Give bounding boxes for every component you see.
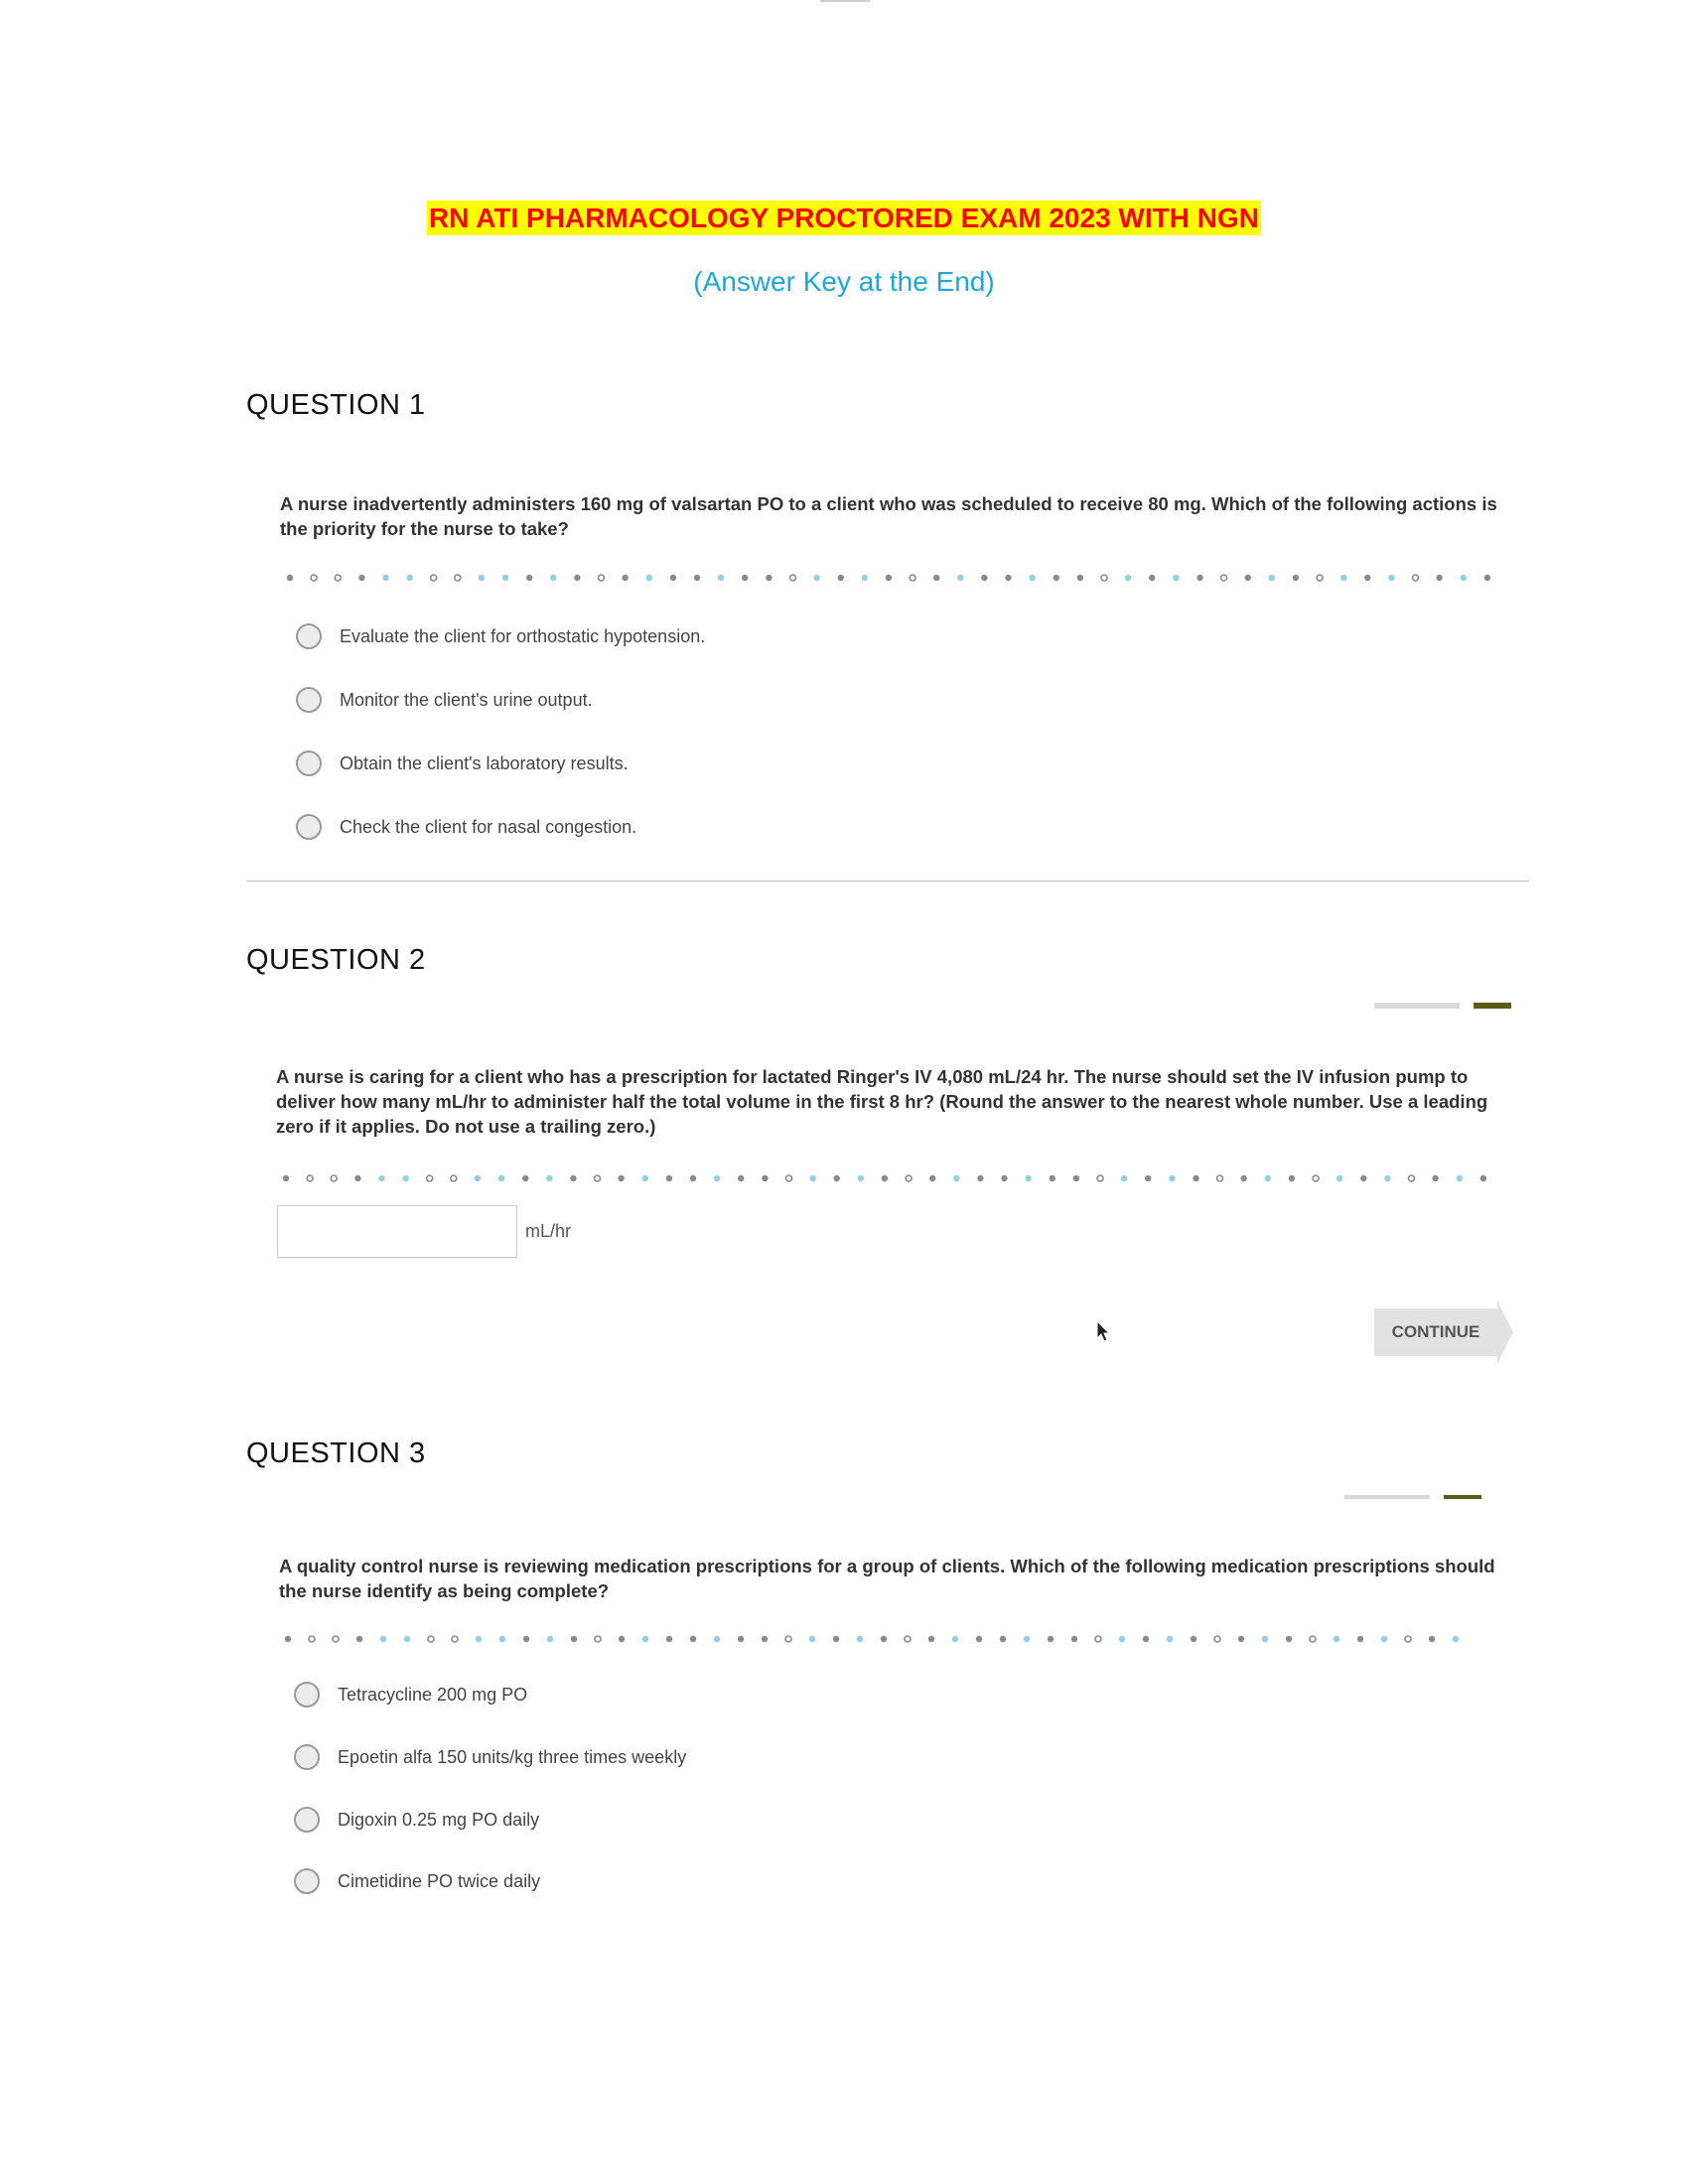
option-label: Digoxin 0.25 mg PO daily (338, 1809, 540, 1830)
separator-dot (1484, 575, 1490, 581)
separator-dot (714, 1175, 720, 1181)
separator-dot (813, 575, 819, 581)
separator-dot (285, 1636, 291, 1642)
separator-dot (742, 575, 748, 581)
separator-dot (1000, 1636, 1006, 1642)
separator-dot (1360, 1175, 1366, 1181)
radio-button[interactable] (294, 1868, 320, 1894)
question-1-option-4[interactable] (296, 812, 636, 842)
separator-dot (694, 575, 700, 581)
separator-dot (906, 1175, 912, 1181)
separator-dot (475, 1175, 481, 1181)
separator-dot (933, 575, 939, 581)
separator-dot (622, 575, 628, 581)
mouse-cursor-icon (1096, 1320, 1112, 1349)
question-2-text: A nurse is caring for a client who has a prescription for lactated Ringer's IV 4,080 mL/24 hr. The nurse should set the IV infusion pump to deliver how many mL/hr to administer half the total volume in the first 8 hr? (Round the answer to the nearest whole number. Use a leading zero if it applies. Do not use a trailing zero.) (276, 1066, 1488, 1137)
separator-dot (646, 575, 652, 581)
separator-dot (1145, 1175, 1151, 1181)
question-3-heading: QUESTION 3 (246, 1437, 426, 1469)
separator-dot (886, 575, 892, 581)
separator-dot (1048, 1636, 1054, 1642)
question-3-option-1[interactable] (294, 1680, 527, 1709)
separator-dot (1196, 575, 1202, 581)
question-2-dotted-separator (282, 1172, 1503, 1184)
separator-dot (1024, 1636, 1030, 1642)
document-title: RN ATI PHARMACOLOGY PROCTORED EXAM 2023 WITH NGN (429, 203, 1259, 233)
separator-dot (862, 575, 868, 581)
separator-dot (1005, 575, 1011, 581)
separator-dot (809, 1636, 815, 1642)
separator-dot (571, 1636, 577, 1642)
separator-dot (785, 1636, 791, 1642)
option-label: Monitor the client's urine output. (340, 689, 593, 710)
separator-dot (833, 1636, 839, 1642)
continue-button[interactable] (1374, 1300, 1513, 1364)
separator-dot (766, 575, 772, 581)
separator-dot (881, 1636, 887, 1642)
option-label: Epoetin alfa 150 units/kg three times weekly (338, 1746, 687, 1767)
separator-dot (1221, 575, 1227, 581)
separator-dot (1357, 1636, 1363, 1642)
separator-dot (762, 1175, 768, 1181)
separator-dot (1334, 1636, 1339, 1642)
separator-dot (642, 1175, 648, 1181)
separator-dot (526, 575, 532, 581)
separator-dot (929, 1175, 935, 1181)
separator-dot (666, 1175, 672, 1181)
separator-dot (619, 1636, 625, 1642)
separator-dot (1169, 1175, 1175, 1181)
separator-dot (1149, 575, 1155, 581)
option-label: Check the client for nasal congestion. (340, 816, 637, 837)
radio-button[interactable] (296, 623, 322, 649)
separator-dot (642, 1636, 648, 1642)
separator-dot (546, 1175, 552, 1181)
separator-dot (1265, 1175, 1271, 1181)
separator-dot (287, 575, 293, 581)
radio-button[interactable] (296, 751, 322, 776)
radio-button[interactable] (294, 1807, 320, 1833)
separator-dot (977, 1175, 983, 1181)
question-3-dotted-separator (284, 1633, 1476, 1645)
question-1-option-3[interactable] (296, 749, 629, 778)
radio-button[interactable] (294, 1744, 320, 1770)
separator-dot (1077, 575, 1083, 581)
separator-dot (1121, 1175, 1127, 1181)
separator-dot (451, 1175, 457, 1181)
separator-dot (1101, 575, 1107, 581)
separator-dot (1388, 575, 1394, 581)
separator-dot (406, 575, 412, 581)
separator-dot (1167, 1636, 1173, 1642)
separator-dot (1054, 575, 1059, 581)
separator-dot (1071, 1636, 1077, 1642)
separator-dot (882, 1175, 888, 1181)
separator-dot (431, 575, 437, 581)
separator-dot (809, 1175, 815, 1181)
separator-dot (928, 1636, 934, 1642)
answer-unit-label: mL/hr (525, 1221, 572, 1241)
document-subtitle: (Answer Key at the End) (693, 266, 995, 297)
question-1-option-1[interactable] (296, 621, 705, 651)
separator-dot (380, 1636, 386, 1642)
separator-dot (311, 575, 317, 581)
separator-dot (1125, 575, 1131, 581)
separator-dot (1073, 1175, 1079, 1181)
separator-dot (905, 1636, 911, 1642)
screenshot-fragment (1374, 1003, 1460, 1009)
separator-dot (1050, 1175, 1055, 1181)
separator-dot (738, 1636, 744, 1642)
separator-dot (599, 575, 605, 581)
separator-dot (428, 1636, 434, 1642)
separator-dot (283, 1175, 289, 1181)
separator-dot (1336, 1175, 1342, 1181)
option-label: Cimetidine PO twice daily (338, 1870, 541, 1891)
separator-dot (522, 1175, 528, 1181)
question-3-option-2[interactable] (294, 1742, 686, 1772)
question-1-heading: QUESTION 1 (246, 389, 426, 421)
separator-dot (595, 1636, 601, 1642)
separator-dot (1384, 1175, 1390, 1181)
separator-dot (1409, 1175, 1415, 1181)
separator-dot (981, 575, 987, 581)
separator-dot (1364, 575, 1370, 581)
question-3-text: A quality control nurse is reviewing medication prescriptions for a group of clients. Which of the following medication prescriptions should the nurse identify as being complete? (279, 1556, 1495, 1601)
separator-dot (402, 1175, 408, 1181)
separator-dot (455, 575, 461, 581)
separator-dot (404, 1636, 410, 1642)
separator-dot (427, 1175, 433, 1181)
separator-dot (479, 575, 485, 581)
separator-dot (1097, 1175, 1103, 1181)
separator-dot (595, 1175, 601, 1181)
question-3-option-3[interactable] (294, 1805, 539, 1835)
option-label: Obtain the client's laboratory results. (340, 752, 629, 773)
separator-dot (1453, 1636, 1459, 1642)
screenshot-fragment (1474, 1003, 1511, 1009)
separator-dot (738, 1175, 744, 1181)
separator-dot (502, 575, 508, 581)
option-label: Tetracycline 200 mg PO (338, 1684, 528, 1705)
separator-dot (354, 1175, 360, 1181)
separator-dot (1317, 575, 1323, 581)
separator-dot (1191, 1636, 1196, 1642)
separator-dot (307, 1175, 313, 1181)
question-1-dotted-separator (286, 572, 1507, 584)
separator-dot (550, 575, 556, 581)
separator-dot (618, 1175, 624, 1181)
question-1-text: A nurse inadvertently administers 160 mg of valsartan PO to a client who was scheduled to receive 80 mg. Which of the following actions is the priority for the nurse to take? (280, 493, 1497, 539)
section-divider (246, 881, 1529, 882)
separator-dot (498, 1175, 504, 1181)
separator-dot (1029, 575, 1035, 581)
question-3-option-4[interactable] (294, 1866, 540, 1896)
separator-dot (1217, 1175, 1223, 1181)
separator-dot (1432, 1175, 1438, 1181)
separator-dot (1095, 1636, 1101, 1642)
radio-button[interactable] (296, 814, 322, 840)
screenshot-fragment (1344, 1495, 1430, 1499)
separator-dot (690, 1175, 696, 1181)
separator-dot (858, 1175, 864, 1181)
separator-dot (670, 575, 676, 581)
separator-dot (1293, 575, 1299, 581)
separator-dot (1241, 1175, 1247, 1181)
separator-dot (690, 1636, 696, 1642)
separator-dot (335, 575, 341, 581)
option-label: Evaluate the client for orthostatic hypotension. (340, 625, 706, 646)
separator-dot (499, 1636, 505, 1642)
separator-dot (953, 1175, 959, 1181)
separator-dot (1457, 1175, 1463, 1181)
separator-dot (957, 575, 963, 581)
separator-dot (952, 1636, 958, 1642)
separator-dot (1405, 1636, 1411, 1642)
separator-dot (1238, 1636, 1244, 1642)
separator-dot (1313, 1175, 1319, 1181)
separator-dot (452, 1636, 458, 1642)
question-1-option-2[interactable] (296, 685, 593, 715)
separator-dot (1381, 1636, 1387, 1642)
separator-dot (1214, 1636, 1220, 1642)
separator-dot (910, 575, 915, 581)
separator-dot (1461, 575, 1467, 581)
separator-dot (1025, 1175, 1031, 1181)
separator-dot (790, 575, 796, 581)
page-top-mark (820, 0, 870, 2)
separator-dot (857, 1636, 863, 1642)
separator-dot (834, 1175, 840, 1181)
separator-dot (976, 1636, 982, 1642)
question-2-heading: QUESTION 2 (246, 944, 426, 976)
separator-dot (1289, 1175, 1295, 1181)
separator-dot (714, 1636, 720, 1642)
radio-button[interactable] (296, 687, 322, 713)
radio-button[interactable] (294, 1682, 320, 1707)
separator-dot (1143, 1636, 1149, 1642)
separator-dot (1310, 1636, 1316, 1642)
separator-dot (1340, 575, 1346, 581)
separator-dot (1413, 575, 1419, 581)
separator-dot (523, 1636, 529, 1642)
separator-dot (570, 1175, 576, 1181)
separator-dot (358, 575, 364, 581)
separator-dot (1193, 1175, 1198, 1181)
separator-dot (1436, 575, 1442, 581)
answer-input[interactable] (277, 1205, 517, 1258)
separator-dot (356, 1636, 362, 1642)
separator-dot (666, 1636, 672, 1642)
separator-dot (838, 575, 844, 581)
separator-dot (1001, 1175, 1007, 1181)
separator-dot (476, 1636, 482, 1642)
separator-dot (1429, 1636, 1435, 1642)
separator-dot (547, 1636, 553, 1642)
separator-dot (1262, 1636, 1268, 1642)
separator-dot (1119, 1636, 1125, 1642)
separator-dot (331, 1175, 337, 1181)
separator-dot (333, 1636, 339, 1642)
separator-dot (1286, 1636, 1292, 1642)
screenshot-fragment (1444, 1495, 1481, 1499)
separator-dot (574, 575, 580, 581)
separator-dot (309, 1636, 315, 1642)
separator-dot (762, 1636, 768, 1642)
separator-dot (718, 575, 724, 581)
separator-dot (1480, 1175, 1486, 1181)
separator-dot (378, 1175, 384, 1181)
separator-dot (382, 575, 388, 581)
separator-dot (1269, 575, 1275, 581)
separator-dot (1245, 575, 1251, 581)
continue-label: CONTINUE (1391, 1322, 1480, 1341)
separator-dot (1173, 575, 1179, 581)
separator-dot (786, 1175, 792, 1181)
